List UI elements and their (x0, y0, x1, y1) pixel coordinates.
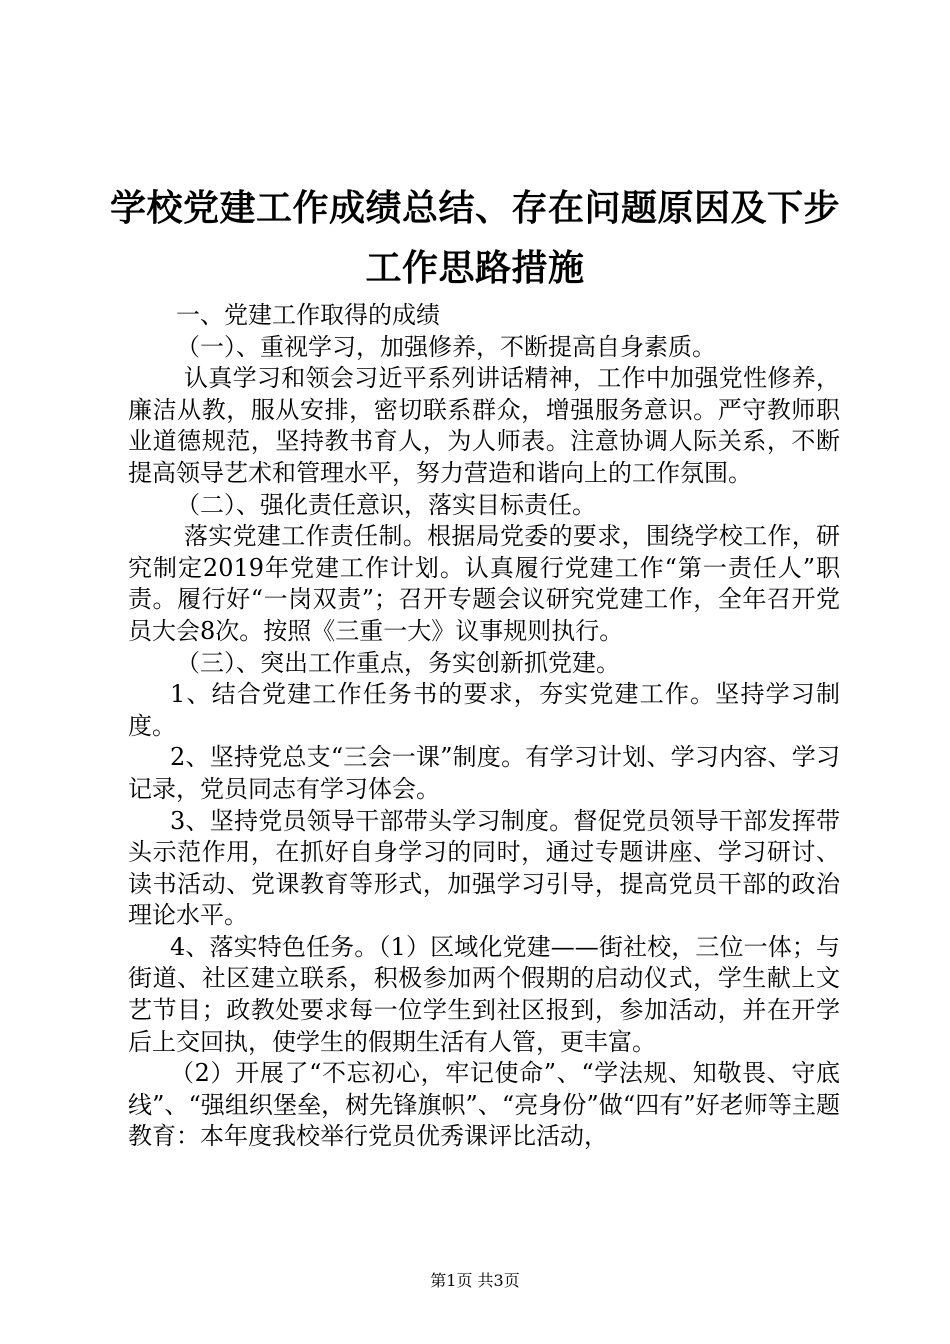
section-heading: 一、党建工作取得的成绩 (176, 301, 440, 329)
list-item: 4、落实特色任务。（1）区域化党建——街社校，三位一体；与街道、社区建立联系，积极参加两个假期的启动仪式，学生献上文艺节目；政教处要求每一位学生到社区报到，参加活动，并在开学后上交回执，使学生的假期生活有人管，更丰富。 (128, 932, 840, 1056)
page-number-footer: 第1页 共3页 (430, 1271, 520, 1290)
document-title-line-1: 学校党建工作成绩总结、存在问题原因及下步 (109, 187, 840, 229)
body-paragraph: 认真学习和领会习近平系列讲话精神，工作中加强党性修养，廉洁从教，服从安排，密切联系群众，增强服务意识。严守教师职业道德规范，坚持教书育人，为人师表。注意协调人际关系，不断提高领导艺术和管理水平，努力营造和谐向上的工作氛围。 (128, 364, 840, 487)
document-body (128, 300, 840, 1153)
document-title-line-2: 工作思路措施 (365, 247, 585, 289)
body-paragraph: （2）开展了“不忘初心，牢记使命”、“学法规、知敬畏、守底线”、“强组织堡垒，树先锋旗帜”、“亮身份”做“四有”好老师等主题教育：本年度我校举行党员优秀课评比活动， (128, 1059, 840, 1151)
subsection-heading: （三）、突出工作重点，务实创新抓党建。 (176, 648, 620, 677)
list-item: 3、坚持党员领导干部带头学习制度。督促党员领导干部发挥带头示范作用，在抓好自身学习的同时，通过专题讲座、学习研讨、读书活动、党课教育等形式，加强学习引导，提高党员干部的政治理论水平。 (128, 806, 840, 930)
list-item: 2、坚持党总支“三会一课”制度。有学习计划、学习内容、学习记录，党员同志有学习体会。 (128, 743, 840, 803)
list-item: 1、结合党建工作任务书的要求，夯实党建工作。坚持学习制度。 (128, 680, 840, 740)
subsection-heading: （一）、重视学习，加强修养，不断提高自身素质。 (176, 332, 716, 361)
body-paragraph: 落实党建工作责任制。根据局党委的要求，围绕学校工作，研究制定2019年党建工作计划。认真履行党建工作“第一责任人”职责。履行好“一岗双责”；召开专题会议研究党建工作，全年召开党员大会8次。按照《三重一大》议事规则执行。 (128, 522, 840, 645)
subsection-heading: （二）、强化责任意识，落实目标责任。 (176, 490, 596, 519)
